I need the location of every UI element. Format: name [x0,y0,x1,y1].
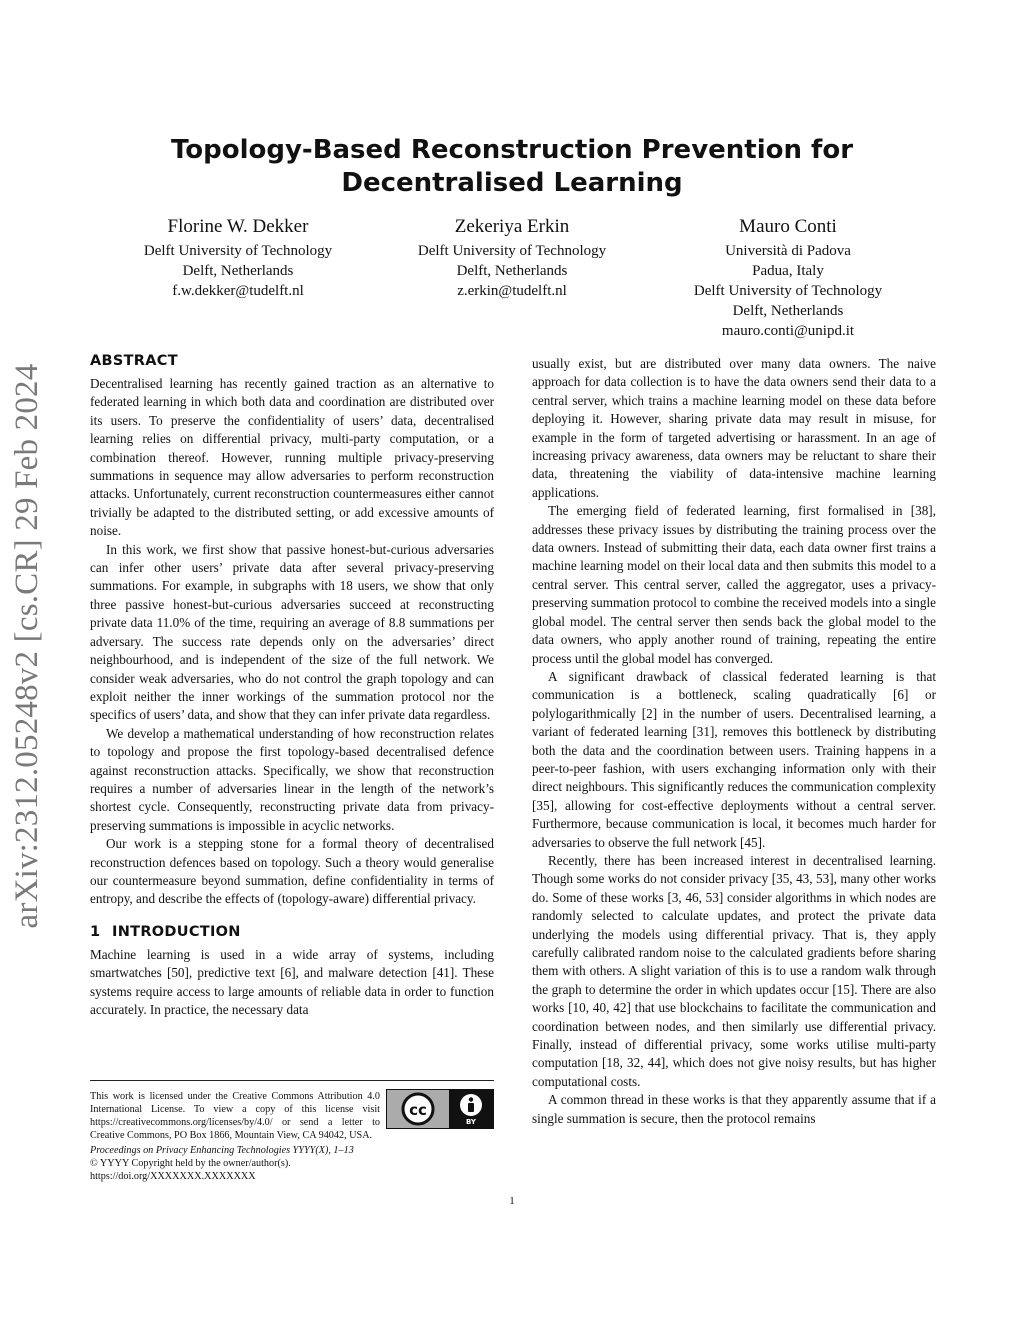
intro-paragraph: The emerging field of federated learning, first formalised in [38], addresses these privacy issues by distributing the training process over the data owners. Instead of submitting their data, each data owner first trains a machine learning model on their local data and then submits this model to a central server. This central server, called the aggregator, uses a privacy-preserving summation protocol to combine the received models into a single global model. The central server then sends back the global model to the data owners, who apply another round of training, repeating the entire process until the global model has converged. [532,503,936,666]
author-email[interactable]: f.w.dekker@tudelft.nl [172,283,304,299]
by-panel [449,1090,493,1128]
author-block [118,215,358,301]
by-label: BY [465,1118,477,1126]
doi-link[interactable]: https://doi.org/XXXXXXX.XXXXXXX [90,1171,256,1182]
author-location-2: Delft, Netherlands [732,303,844,319]
author-affiliation: Delft University of Technology [143,243,333,259]
author-name: Florine W. Dekker [167,216,309,237]
title-line-1: Topology-Based Reconstruction Prevention for [170,135,854,165]
cc-icon [387,1090,449,1128]
cc-logo-panel [387,1090,449,1128]
author-email[interactable]: mauro.conti@unipd.it [721,323,855,339]
right-column [532,355,936,1128]
intro-paragraph: A significant drawback of classical federated learning is that communication is a bottleneck, scaling quadratically [6] or polylogarithmically [2] in the number of users. Decentralised learning, a variant of federated learning [31], removes this bottleneck by distributing both the data and the coordination between users. Training happens in a peer-to-peer fashion, with users exchanging information only with their direct neighbours. This significantly reduces the communication complexity [35], allowing for cost-effective deployments without a central server. Furthermore, because communication is local, it becomes much harder for adversaries to observe the full network [45]. [532,668,936,850]
left-column [90,352,494,1019]
author-block [392,215,632,301]
section-title: INTRODUCTION [112,923,241,940]
copyright-line: © YYYY Copyright held by the owner/author(s). [90,1158,291,1169]
abstract-paragraph: Decentralised learning has recently gained traction as an alternative to federated learning in which both data and coordination are distributed over its users. To preserve the confidentiality of users’ data, decentralised learning relies on differential privacy, multi-party computation, or a combination thereof. However, running multiple privacy-preserving summations in sequence may allow adversaries to perform reconstruction attacks. Unfortunately, current reconstruction countermeasures either cannot trivially be adapted to the distributed setting, or add excessive amounts of noise. [90,376,494,539]
author-name: Mauro Conti [739,216,837,237]
section-number: 1 [90,923,101,940]
cc-by-license-badge[interactable] [386,1089,494,1129]
author-location: Delft, Netherlands [182,263,294,279]
intro-paragraph: Machine learning is used in a wide array of systems, including smartwatches [50], predictive text [6], and malware detection [41]. These systems require access to large amounts of reliable data in order to function accurately. In practice, the necessary data [90,946,494,1017]
proceedings-line: Proceedings on Privacy Enhancing Technologies YYYY(X), 1–13 [90,1145,354,1156]
author-location: Delft, Netherlands [456,263,568,279]
intro-paragraph: usually exist, but are distributed over many data owners. The naive approach for data collection is to have the data owners send their data to a central server, which trains a machine learning model on these data before deploying it. However, sharing private data may result in misuse, for example in the form of targeted advertising or harassment. In an age of increasing privacy awareness, data owners may be reluctant to share their data, threatening the viability of data-intensive machine learning applications. [532,356,936,500]
section-heading-introduction [90,923,494,941]
license-text: This work is licensed under the Creative Commons Attribution 4.0 International License. To view a copy of this license visit https://creativecommons.org/licenses/by/4.0/ or send a letter to Creative Commons, PO Box 1866, Mountain View, CA 94042, USA. [90,1091,380,1141]
intro-paragraph: A common thread in these works is that they apparently assume that if a single summation is secure, then the protocol remains [532,1092,936,1126]
arxiv-stamp: arXiv:2312.05248v2 [cs.CR] 29 Feb 2024 [9,363,45,929]
abstract-paragraph: In this work, we first show that passive honest-but-curious adversaries can infer other users’ private data after several privacy-preserving summations. For example, in subgraphs with 18 users, we show that only three passive honest-but-curious adversaries succeed at reconstructing private data 11.0% of the time, requiring an average of 8.8 summations per adversary. The success rate depends only on the adversaries’ direct neighbourhood, and is independent of the size of the full network. We consider weak adversaries, who do not control the graph topology and can exploit neither the inner workings of the summation protocol nor the specifics of users’ data, and show that they can infer private data regardless. [90,541,494,723]
abstract-paragraph: We develop a mathematical understanding of how reconstruction relates to topology and propose the first topology-based decentralised defence against reconstruction attacks. Specifically, we show that reconstruction requires a number of adversaries linear in the length of the network’s shortest cycle. Consequently, reconstructing private data from privacy-preserving summations is impossible in acyclic networks. [90,725,494,833]
footnote-rule [90,1080,494,1081]
abstract-heading: ABSTRACT [90,353,178,369]
author-name: Zekeriya Erkin [454,216,570,237]
intro-paragraph: Recently, there has been increased interest in decentralised learning. Though some works do not consider privacy [35, 43, 53], many other works do. Some of these works [3, 46, 53] consider algorithms in which nodes are randomly selected to calculate updates, and protect the private data underlying the models using differential privacy. That is, they apply carefully calibrated random noise to the calculated gradients before sharing them with others. A slight variation of this is to use a random walk through the graph to determine the order in which updates occur [15]. There are also works [10, 40, 42] that use blockchains to facilitate the communication and coordination between nodes, and then similarly use differential privacy. Finally, instead of differential privacy, some works utilise multi-party computation [18, 32, 44], which does not give noisy results, but has higher computational costs. [532,852,936,1089]
title-line-2: Decentralised Learning [341,168,683,198]
footnote-block [90,1080,494,1183]
author-affiliation-2: Delft University of Technology [693,283,883,299]
paper-title [140,134,884,200]
author-block [668,215,908,341]
author-email[interactable]: z.erkin@tudelft.nl [457,283,567,299]
author-affiliation: Delft University of Technology [417,243,607,259]
author-location: Padua, Italy [752,263,824,279]
svg-text:cc: cc [409,1101,427,1119]
author-affiliation: Università di Padova [725,243,851,259]
page-number: 1 [509,1195,515,1207]
abstract-paragraph: Our work is a stepping stone for a formal theory of decentralised reconstruction defences based on topology. Such a theory would generalise our countermeasure beyond summation, define confidentiality in terms of entropy, and describe the effects of (topology-aware) differential privacy. [90,836,494,907]
